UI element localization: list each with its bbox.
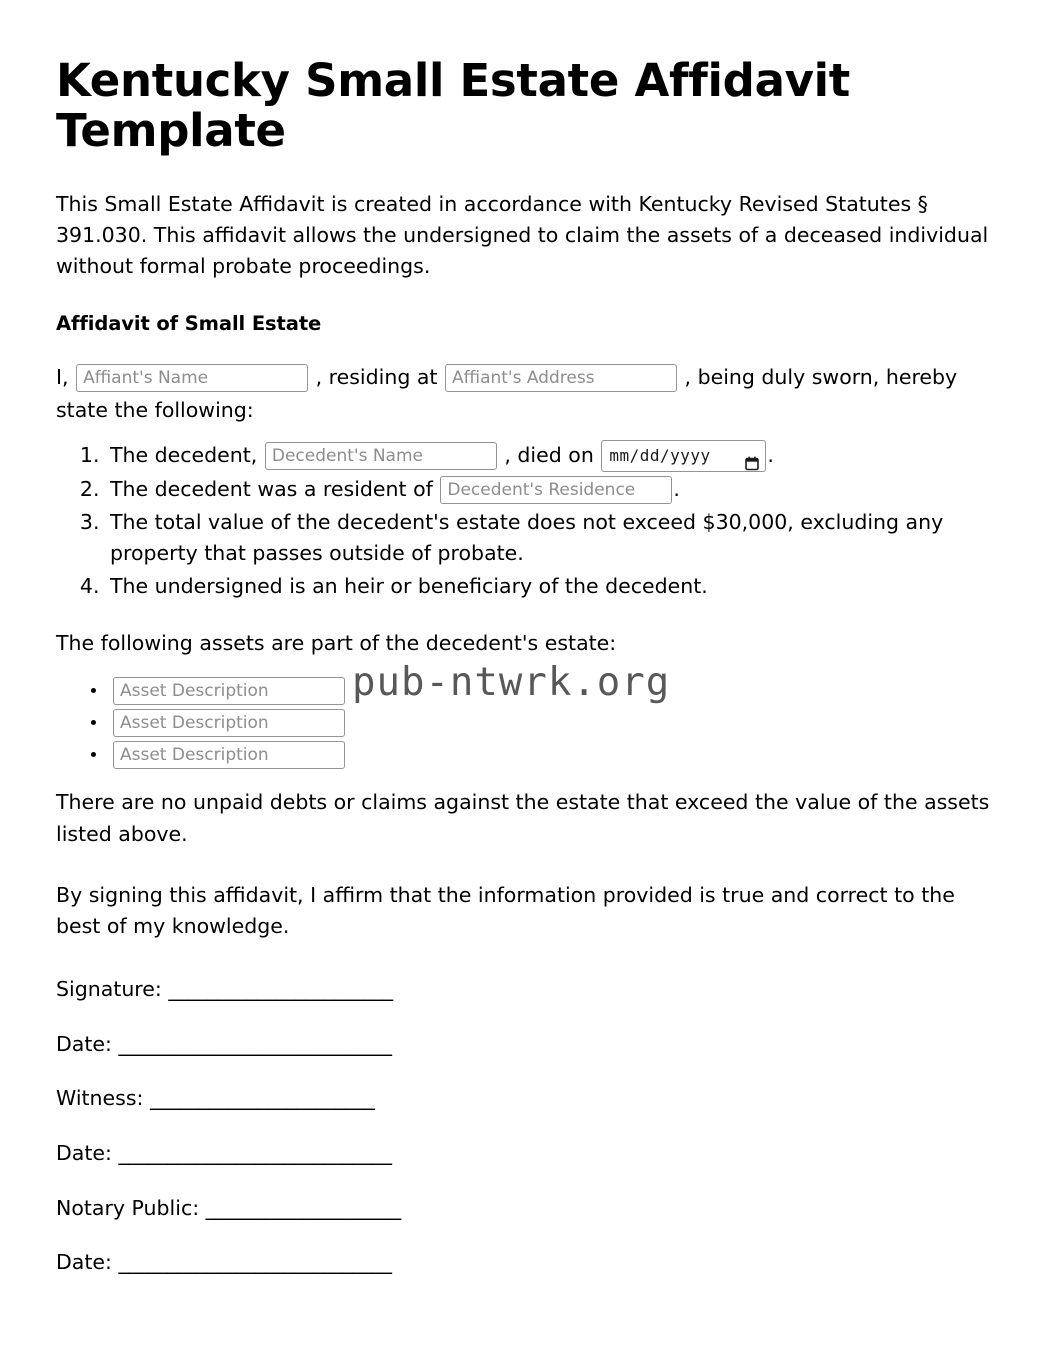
assets-list (56, 677, 997, 769)
affiant-statement (56, 361, 997, 426)
claim-1-middle: , died on (504, 443, 594, 468)
claim-2-suffix: . (673, 477, 680, 502)
notary-rule: ____________________ (205, 1195, 401, 1220)
date-line-3 (56, 1249, 997, 1276)
calendar-icon[interactable] (745, 449, 759, 464)
date-label-2: Date: (56, 1140, 112, 1165)
date-rule-1: ____________________________ (118, 1031, 392, 1056)
date-placeholder-text: mm/dd/yyyy (609, 446, 711, 466)
claim-item-4: 4. The undersigned is an heir or beneficiary of the decedent. (106, 571, 997, 602)
asset-description-input-3[interactable] (113, 741, 345, 769)
signature-label: Signature: (56, 977, 162, 1001)
date-rule-3: ____________________________ (118, 1250, 392, 1275)
claim-item-3: 3. The total value of the decedent's estate does not exceed $30,000, excluding any property that passes outside of probate. (106, 507, 997, 569)
witness-rule: _______________________ (149, 1086, 375, 1111)
page-title: Kentucky Small Estate Affidavit Template (56, 54, 851, 157)
intro-paragraph: This Small Estate Affidavit is created in accordance with Kentucky Revised Statutes § 391.030. This affidavit allows the undersigned to claim the assets of a deceased individual without formal probate proceedings. (56, 192, 989, 279)
site-watermark: pub-ntwrk.org (352, 660, 671, 705)
assets-intro: The following assets are part of the decedent's estate: (56, 631, 617, 656)
date-line-2 (56, 1140, 997, 1167)
claim-item-1 (106, 440, 997, 472)
signature-line (56, 976, 997, 1003)
list-item (108, 677, 997, 705)
statement-lead-text: I, (56, 365, 69, 390)
asset-description-input-2[interactable] (113, 709, 345, 737)
date-label-3: Date: (56, 1250, 112, 1275)
claim-1-suffix: . (767, 443, 774, 468)
notary-label: Notary Public: (56, 1195, 200, 1220)
claim-2-prefix: The decedent was a resident of (110, 477, 433, 502)
witness-line (56, 1085, 997, 1112)
debts-paragraph: There are no unpaid debts or claims against the estate that exceed the value of the assets listed above. (56, 790, 990, 846)
affiant-name-input[interactable] (76, 364, 308, 392)
affirmation-paragraph: By signing this affidavit, I affirm that the information provided is true and correct to the best of my knowledge. (56, 882, 955, 938)
date-line-1 (56, 1031, 997, 1058)
signature-rule: _______________________ (168, 977, 393, 1001)
decedent-name-input[interactable] (265, 442, 497, 470)
statement-mid-text: , residing at (315, 365, 438, 390)
claim-item-2 (106, 474, 997, 505)
section-heading-affidavit: Affidavit of Small Estate (56, 312, 322, 336)
notary-line (56, 1195, 997, 1222)
claims-list (56, 440, 997, 602)
date-label-1: Date: (56, 1031, 112, 1056)
asset-description-input-1[interactable] (113, 677, 345, 705)
witness-label: Witness: (56, 1086, 144, 1111)
list-item (108, 709, 997, 737)
decedent-residence-input[interactable] (440, 476, 672, 504)
signature-block (56, 976, 997, 1276)
statement-tail-text: , being duly sworn, hereby state the following: (56, 365, 958, 422)
affiant-address-input[interactable] (445, 364, 677, 392)
list-item (108, 741, 997, 769)
date-of-death-input[interactable] (601, 440, 766, 472)
claim-1-prefix: The decedent, (110, 443, 258, 468)
date-rule-2: ____________________________ (118, 1140, 392, 1165)
